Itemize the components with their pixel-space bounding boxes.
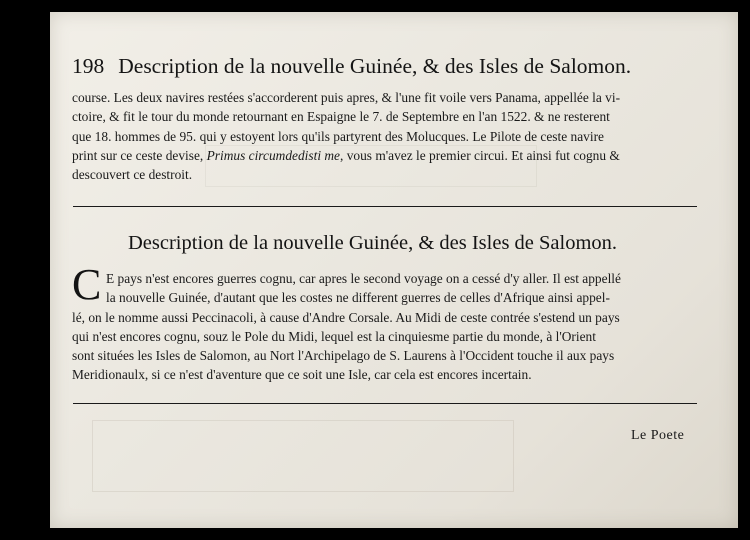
catchword: Le Poete (631, 428, 685, 443)
running-head (72, 54, 672, 79)
page-number: 198 (72, 54, 105, 78)
text-line: E pays n'est encores guerres cognu, car apres le second voyage on a cessé d'y aller. Il est appellé (106, 271, 621, 286)
running-head-title: Description de la nouvelle Guinée, & des Isles de Salomon. (118, 54, 632, 78)
section-title: Description de la nouvelle Guinée, & des Isles de Salomon. (128, 232, 618, 254)
section-divider-rule-bottom (73, 403, 697, 404)
section-divider-rule (73, 206, 697, 207)
text-line: descouvert ce destroit. (72, 167, 193, 183)
text-span: print sur ce ceste devise, (72, 147, 207, 163)
text-line: que 18. hommes de 95. qui y estoyent lors qu'ils partyrent des Molucques. Le Pilote de ceste navire (72, 128, 604, 144)
paragraph-voyage-end (72, 88, 700, 184)
text-line: course. Les deux navires restées s'accorderent puis apres, & l'une fit voile vers Panama, appellée la vi- (72, 90, 621, 105)
text-line: la nouvelle Guinée, d'autant que les costes ne different guerres de celles d'Afrique ainsi appel- (106, 290, 610, 306)
drop-capital: C (72, 260, 102, 309)
show-through-frame (92, 420, 514, 492)
text-line: qui n'est encores cognu, souz le Pole du Midi, lequel est la cinquiesme partie du monde, à l'Orient (72, 328, 596, 344)
text-line: Meridionaulx, si ce n'est d'aventure que ce soit une Isle, car cela est encores incertain. (72, 367, 532, 383)
text-line: ctoire, & fit le tour du monde retournant en Espaigne le 7. de Septembre en l'an 1522. & ne resterent (72, 109, 610, 125)
latin-motto: Primus circumdedisti me (206, 147, 340, 163)
text-line: sont situées les Isles de Salomon, au Nort l'Archipelago de S. Laurens à l'Occident touche il aux pays (72, 348, 615, 364)
text-line (72, 146, 700, 165)
paragraph-new-guinea (72, 269, 704, 385)
text-span: , vous m'avez le premier circui. Et ainsi fut cognu & (340, 147, 620, 163)
text-line: lé, on le nomme aussi Peccinacoli, à cause d'Andre Corsale. Au Midi de ceste contrée s'estend un pays (72, 309, 620, 325)
